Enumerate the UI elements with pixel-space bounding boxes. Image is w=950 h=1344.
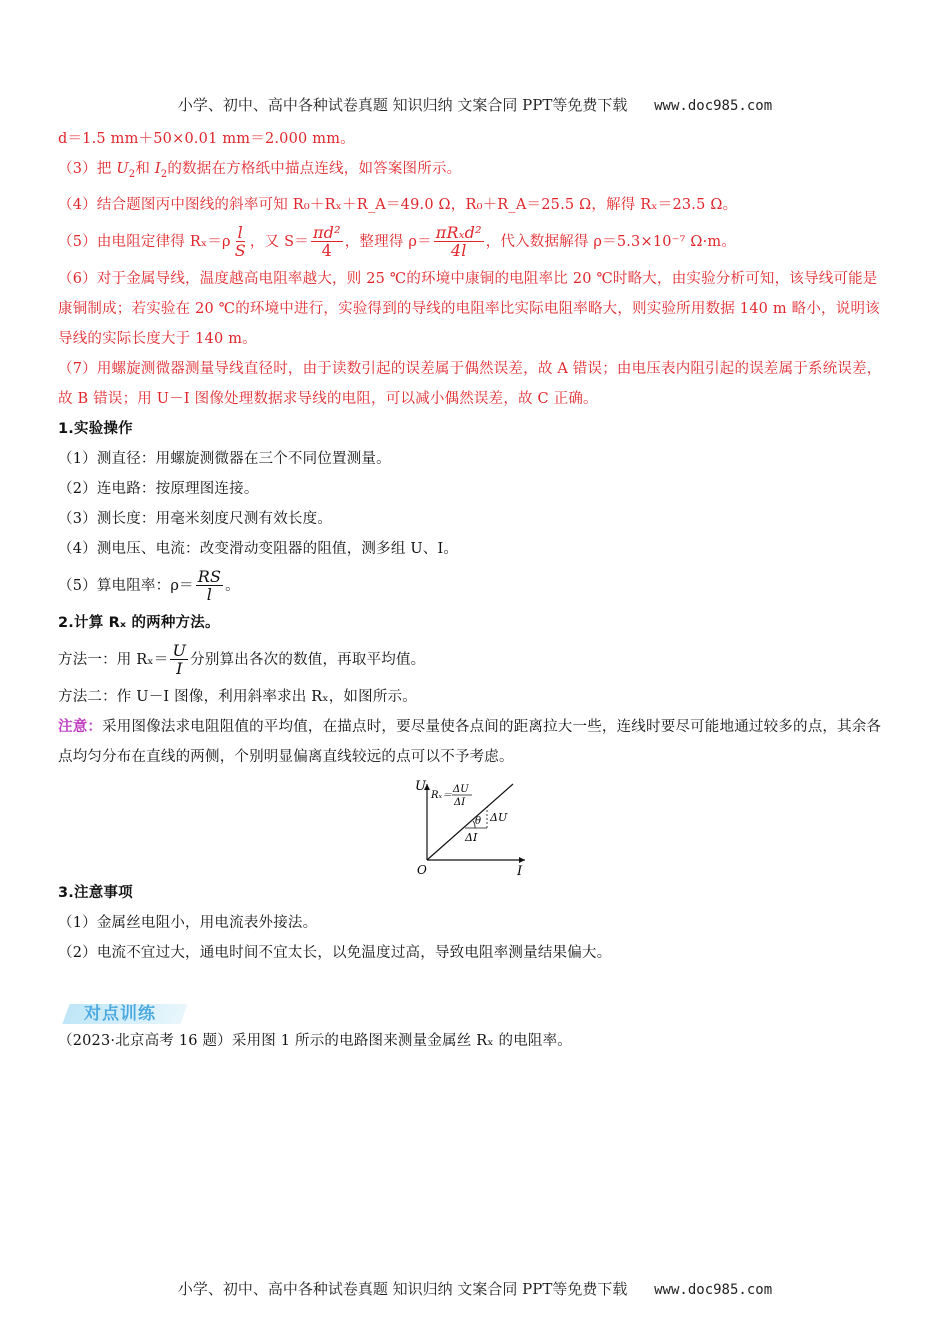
answer-3-i-sub: 2 (160, 168, 168, 180)
answer-7: （7）用螺旋测微器测量导线直径时，由于读数引起的误差属于偶然误差，故 A 错误；由电压表内阻引起的误差属于系统误差，故 B 错误；用 U－I 图像处理数据求导线的电阻，可以减小偶然误差，故 C 正确。 (58, 360, 882, 407)
formula-numerator: ΔU (453, 783, 469, 795)
page-footer (0, 1278, 950, 1299)
fraction-numerator: U (172, 640, 187, 660)
method-1 (58, 638, 892, 682)
answer-4-result: 解得 Rₓ＝23.5 Ω。 (606, 196, 738, 213)
answer-4 (58, 190, 892, 220)
answer-4-prefix: （4）结合题图丙中图线的斜率可知 (58, 196, 293, 213)
page-header (0, 94, 950, 115)
fraction-denominator: 4l (450, 241, 467, 261)
theta-label: θ (475, 815, 482, 827)
answer-3 (58, 154, 892, 190)
section-1-item: （3）测长度：用毫米刻度尺测有效长度。 (58, 510, 333, 527)
section-2-title: 2.计算 Rₓ 的两种方法。 (58, 614, 220, 631)
answer-5-prefix: （5）由电阻定律得 Rₓ＝ρ (58, 233, 231, 250)
header-text: 小学、初中、高中各种试卷真题 知识归纳 文案合同 PPT等免费下载 (177, 96, 628, 114)
fraction-numerator: RS (197, 566, 222, 586)
answer-6: （6）对于金属导线，温度越高电阻率越大，则 25 ℃的环境中康铜的电阻率比 20 ℃时略大，由实验分析可知，该导线可能是康铜制成；若实验在 20 ℃的环境中进行，实验得到的导线的电阻率比实际电阻率略大，则实验所用数据 140 m 略小，说明该导线的实际长度大于 140 m。 (58, 270, 880, 347)
header-url[interactable]: www.doc985.com (654, 98, 773, 114)
delta-u-label: ΔU (490, 810, 508, 824)
training-banner (58, 998, 188, 1026)
formula-lhs: Rₓ＝ (431, 789, 453, 801)
fraction-u-over-i (170, 642, 188, 678)
section-1-item: （1）测直径：用螺旋测微器在三个不同位置测量。 (58, 450, 391, 467)
section-3-item: （2）电流不宜过大，通电时间不宜太长，以免温度过高，导致电阻率测量结果偏大。 (58, 944, 612, 961)
answer-3-u-sub: 2 (128, 168, 136, 180)
training-question: （2023·北京高考 16 题）采用图 1 所示的电路图来测量金属丝 Rₓ 的电阻率。 (58, 1032, 573, 1049)
note-text: 采用图像法求电阻阻值的平均值，在描点时，要尽量使各点间的距离拉大一些，连线时要尽可能地通过较多的点，其余各点均匀分布在直线的两侧，个别明显偏离直线较远的点可以不予考虑。 (58, 718, 882, 765)
footer-url[interactable]: www.doc985.com (654, 1282, 773, 1298)
note (58, 712, 892, 772)
answer-3-u: U (116, 161, 129, 177)
answer-3-and: 和 (135, 161, 155, 177)
formula-denominator: ΔI (454, 796, 466, 808)
footer-text: 小学、初中、高中各种试卷真题 知识归纳 文案合同 PPT等免费下载 (177, 1280, 628, 1298)
fraction-denominator: I (176, 659, 183, 679)
section-1-title: 1.实验操作 (58, 420, 133, 437)
document-body (58, 124, 892, 1056)
answer-5-s-eq: ，又 S＝ (249, 233, 309, 250)
method-1-prefix: 方法一：用 Rₓ＝ (58, 651, 169, 668)
section-1-item-5 (58, 564, 892, 608)
method-2: 方法二：作 U－I 图像，利用斜率求出 Rₓ，如图所示。 (58, 688, 417, 705)
section-3-title: 3.注意事项 (58, 884, 133, 901)
fraction-denominator: 4 (321, 241, 333, 261)
fraction-rs-over-l (196, 568, 223, 604)
fraction-resistivity (434, 224, 484, 260)
item-5-suffix: 。 (225, 577, 240, 594)
fraction-l-over-s (233, 224, 248, 260)
answer-3-i: I (154, 161, 161, 177)
fraction-numerator: l (237, 222, 243, 242)
answer-3-suffix: 的数据在方格纸中描点连线，如答案图所示。 (167, 161, 462, 177)
section-1-item: （4）测电压、电流：改变滑动变阻器的阻值，测多组 U、I。 (58, 540, 459, 557)
item-5-prefix: （5）算电阻率：ρ＝ (58, 577, 194, 594)
x-axis-arrow (519, 857, 525, 863)
section-3-item: （1）金属丝电阻小，用电流表外接法。 (58, 914, 318, 931)
section-1-item: （2）连电路：按原理图连接。 (58, 480, 259, 497)
answer-4-equations: R₀＋Rₓ＋R_A＝49.0 Ω，R₀＋R_A＝25.5 Ω， (292, 196, 607, 213)
fraction-numerator: πd² (312, 222, 341, 242)
u-i-graph (415, 778, 535, 878)
answer-line-0: d＝1.5 mm＋50×0.01 mm＝2.000 mm。 (58, 131, 355, 147)
fraction-denominator: l (206, 585, 213, 605)
fraction-denominator: S (234, 241, 246, 261)
answer-5-result: ，代入数据解得 ρ＝5.3×10⁻⁷ Ω·m。 (485, 233, 737, 250)
answer-5 (58, 220, 892, 264)
method-1-suffix: 分别算出各次的数值，再取平均值。 (190, 651, 426, 668)
axis-label-u: U (415, 778, 426, 794)
origin-label: O (417, 862, 427, 877)
answer-5-rho-eq: ，整理得 ρ＝ (344, 233, 432, 250)
delta-i-label: ΔI (465, 830, 478, 844)
fraction-numerator: πRₓd² (435, 222, 482, 242)
fraction-area (311, 224, 343, 260)
training-banner-text: 对点训练 (84, 1003, 156, 1024)
axis-label-i: I (517, 863, 523, 878)
note-label: 注意： (58, 718, 103, 735)
answer-3-prefix: （3）把 (58, 161, 117, 177)
